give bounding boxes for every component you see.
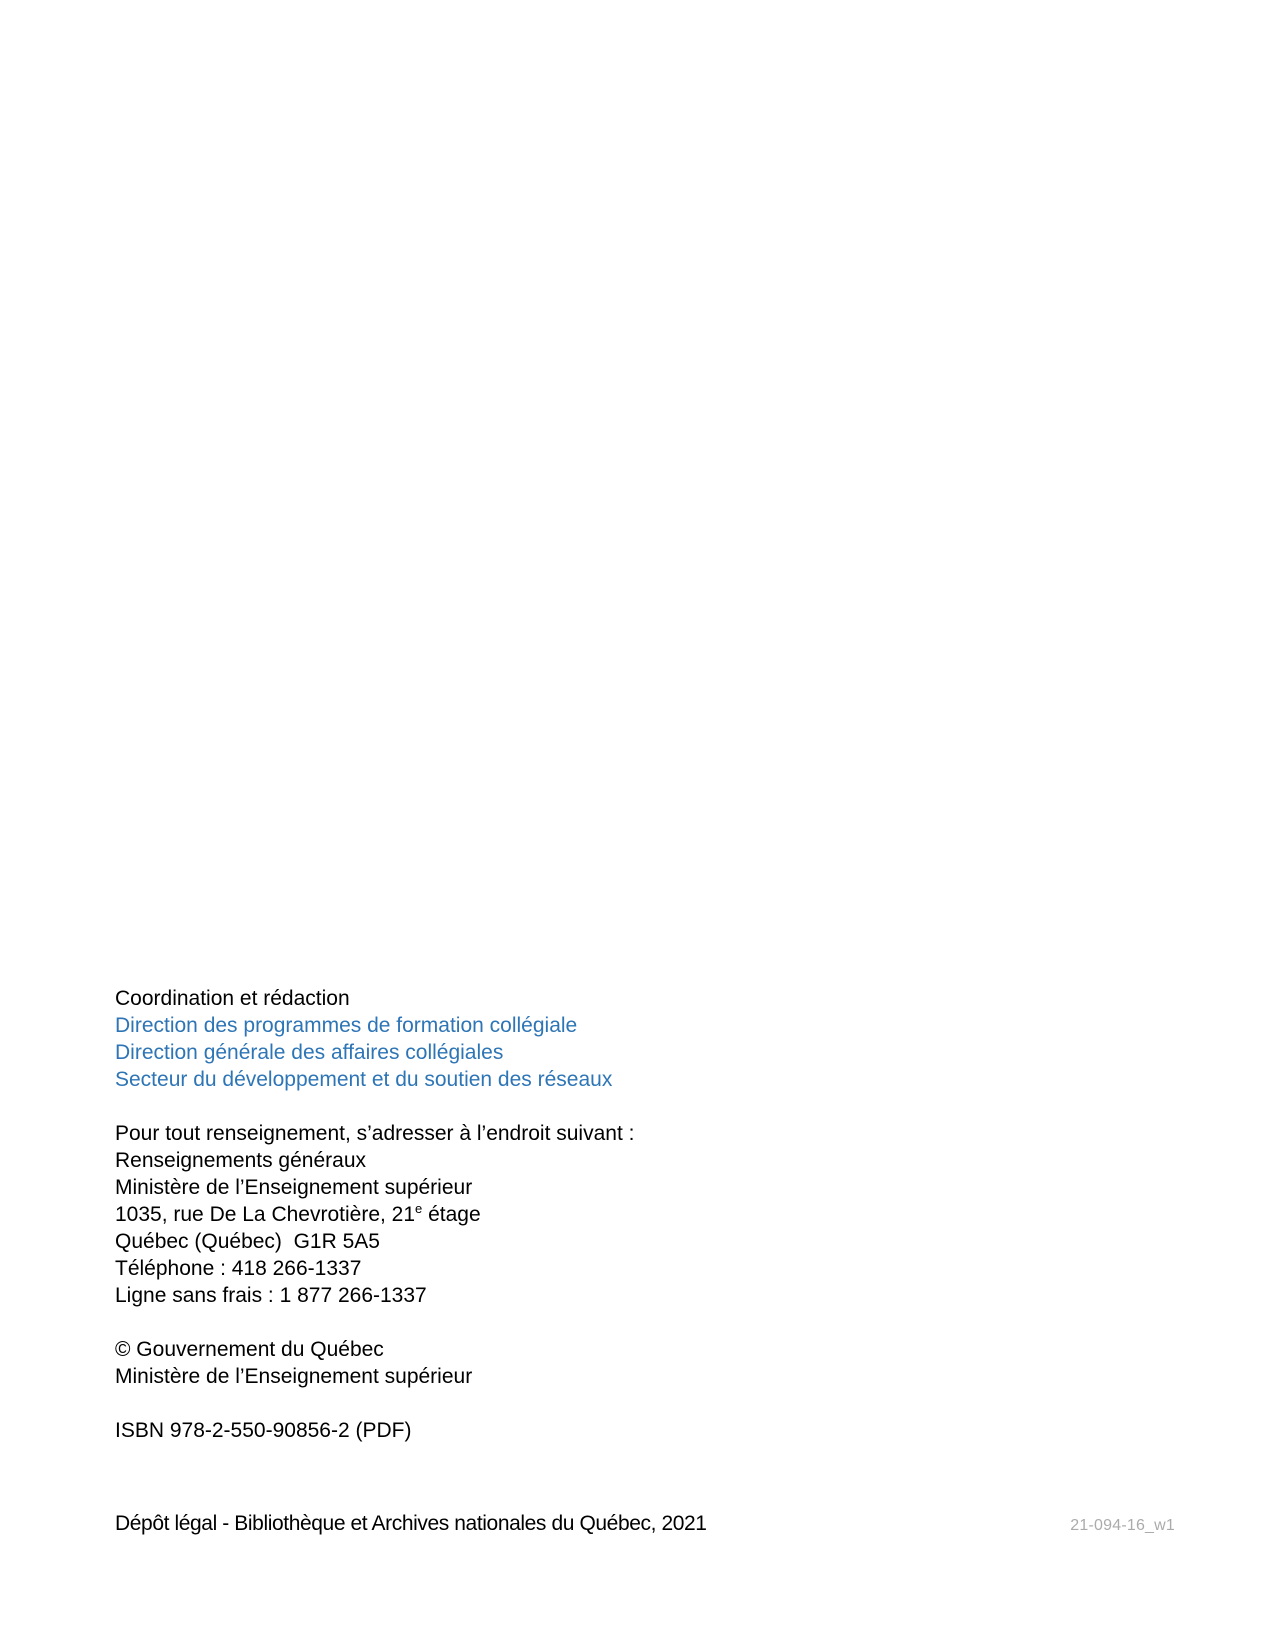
legal-deposit-line: Dépôt légal - Bibliothèque et Archives nationales du Québec, 2021	[115, 1512, 707, 1535]
street-address-suffix: étage	[422, 1203, 481, 1226]
contact-intro: Pour tout renseignement, s’adresser à l’endroit suivant :	[115, 1122, 635, 1145]
footer-row	[115, 1510, 1175, 1539]
contact-tollfree: Ligne sans frais : 1 877 266-1337	[115, 1284, 427, 1307]
coordination-line-programs: Direction des programmes de formation collégiale	[115, 1014, 578, 1037]
contact-city-postal: Québec (Québec) G1R 5A5	[115, 1230, 380, 1253]
contact-general-info: Renseignements généraux	[115, 1149, 366, 1172]
colophon-block	[115, 985, 1175, 1444]
isbn-line: ISBN 978-2-550-90856-2 (PDF)	[115, 1419, 412, 1442]
copyright-government: © Gouvernement du Québec	[115, 1338, 384, 1361]
paragraph-gap	[115, 1093, 1175, 1120]
coordination-line-general-affairs: Direction générale des affaires collégiales	[115, 1041, 504, 1064]
contact-phone: Téléphone : 418 266-1337	[115, 1257, 362, 1280]
contact-ministry: Ministère de l’Enseignement supérieur	[115, 1176, 473, 1199]
document-code: 21-094-16_w1	[1070, 1517, 1175, 1534]
coordination-line-sector: Secteur du développement et du soutien des réseaux	[115, 1068, 613, 1091]
street-address-ordinal: e	[415, 1201, 423, 1216]
paragraph-gap	[115, 1309, 1175, 1336]
copyright-ministry: Ministère de l’Enseignement supérieur	[115, 1365, 473, 1388]
coordination-heading: Coordination et rédaction	[115, 987, 350, 1010]
street-address-prefix: 1035, rue De La Chevrotière, 21	[115, 1203, 416, 1226]
paragraph-gap	[115, 1390, 1175, 1417]
contact-street-address	[115, 1201, 1175, 1228]
